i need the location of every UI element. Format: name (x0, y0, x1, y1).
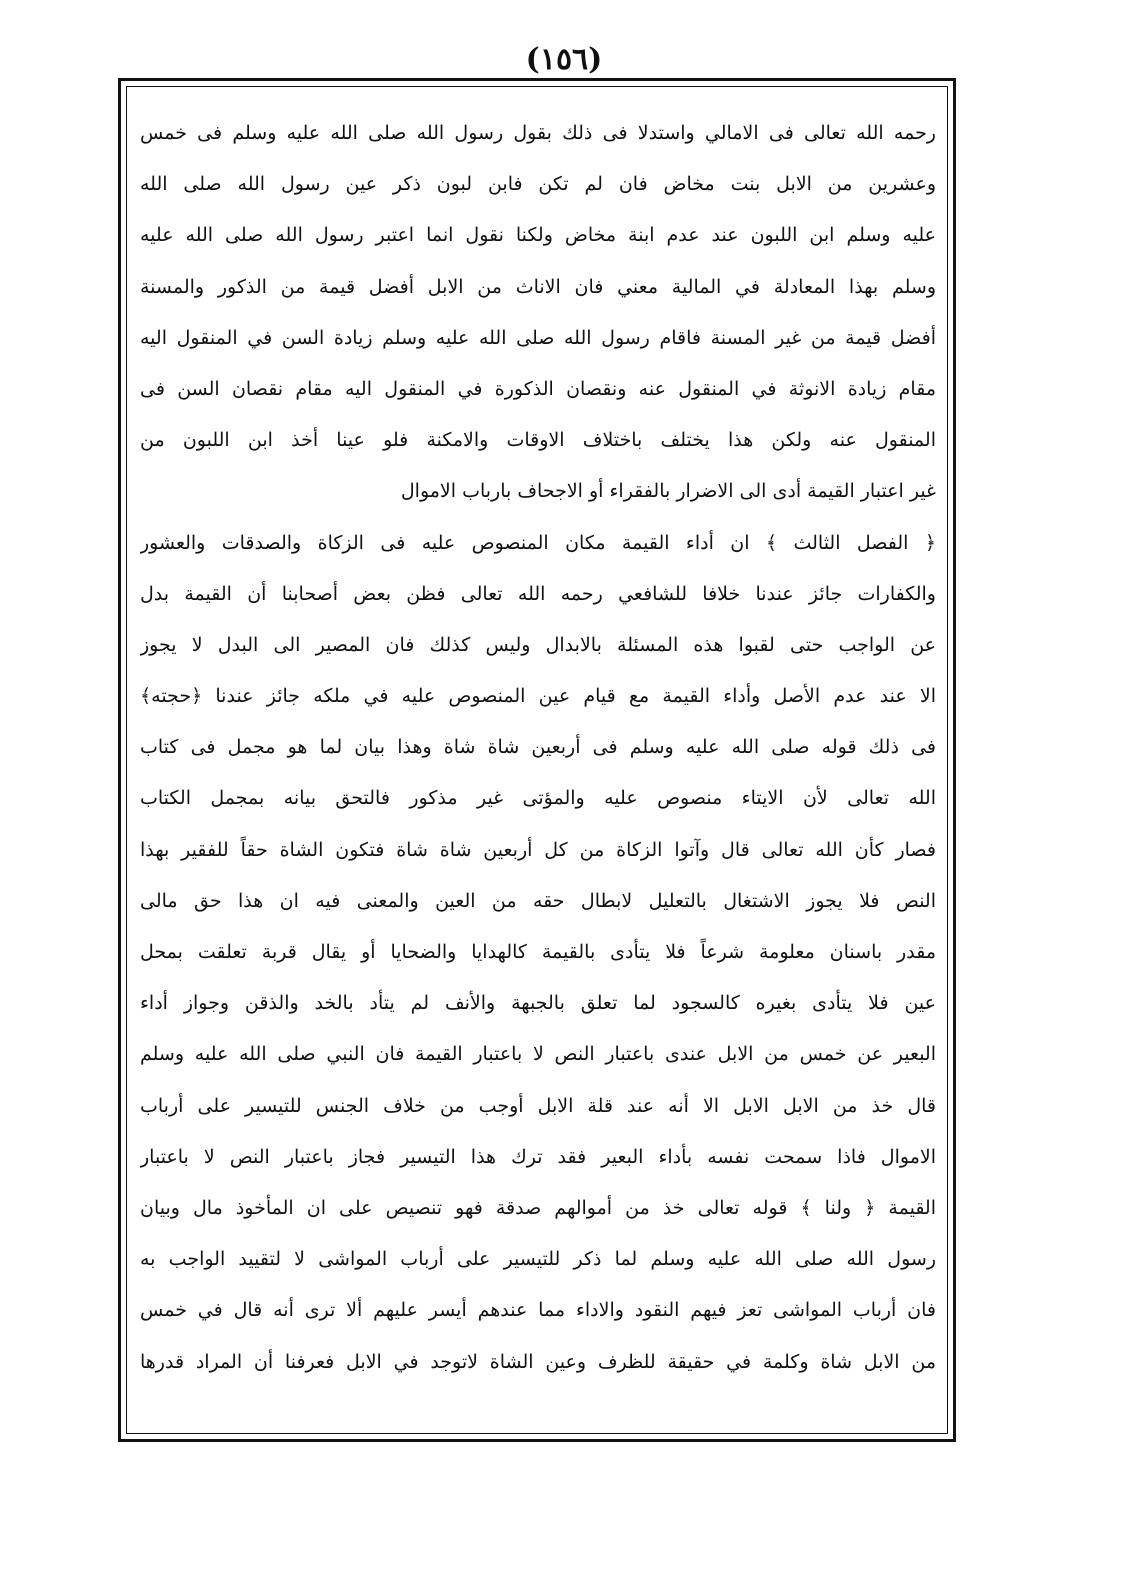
text-line: عن الواجب حتى لقبوا هذه المسئلة بالابدال وليس كذلك فان المصير الى البدل لا يجوز (140, 633, 936, 656)
text-line: عين فلا يتأدى بغيره كالسجود لما تعلق بالجبهة والأنف لم يتأد بالخد والذقن وجواز أداء (140, 992, 936, 1015)
text-line: البعير عن خمس من الابل عندى باعتبار النص لا باعتبار القيمة فان النبي صلى الله عليه وسلم (140, 1043, 936, 1066)
text-line: عليه وسلم ابن اللبون عند عدم ابنة مخاض ولكنا نقول انما اعتبر رسول الله صلى الله عليه (140, 224, 936, 247)
text-line: رحمه الله تعالى فى الامالي واستدلا فى ذلك بقول رسول الله صلى الله عليه وسلم فى خمس (140, 122, 936, 144)
text-line: رسول الله صلى الله عليه وسلم لما ذكر للتيسير على أرباب المواشى لا لتقييد الواجب به (140, 1248, 936, 1271)
text-line: والكفارات جائز عندنا خلافا للشافعي رحمه الله تعالى فظن بعض أصحابنا أن القيمة بدل (140, 582, 936, 605)
text-line: المنقول عنه ولكن هذا يختلف باختلاف الاوقات والامكنة فلو عينا أخذ ابن اللبون من (140, 429, 936, 452)
page-number: (١٥٦) (525, 42, 603, 77)
text-line: الا عند عدم الأصل وأداء القيمة مع قيام عين المنصوص عليه في ملكه جائز عندنا ﴿حجته﴾ (140, 685, 936, 708)
text-line: وسلم بهذا المعادلة في المالية معني فان الاناث من الابل أفضل قيمة من الذكور والمسنة (140, 275, 936, 298)
text-line: أفضل قيمة من غير المسنة فاقام رسول الله صلى الله عليه وسلم زيادة السن في المنقول اليه (140, 326, 936, 349)
text-line: الله تعالى لأن الايتاء منصوص عليه والمؤتى غير مذكور فالتحق بيانه بمجمل الكتاب (140, 787, 936, 810)
text-line: القيمة ﴿ ولنا ﴾ قوله تعالى خذ من أموالهم صدقة فهو تنصيص على ان المأخوذ مال وبيان (140, 1196, 936, 1219)
text-line: مقدر باسنان معلومة شرعاً فلا يتأدى بالقيمة كالهدايا والضحايا أو يقال قربة تعلقت بمحل (140, 941, 936, 963)
text-line: فى ذلك قوله صلى الله عليه وسلم فى أربعين شاة شاة وهذا بيان لما هو مجمل فى كتاب (140, 736, 936, 759)
section-heading-line: ﴿ الفصل الثالث ﴾ ان أداء القيمة مكان المنصوص عليه فى الزكاة والصدقات والعشور (140, 531, 936, 554)
text-line: الاموال فاذا سمحت نفسه بأداء البعير فقد ترك هذا التيسير فجاز باعتبار النص لا باعتبار (140, 1145, 936, 1168)
text-line: قال خذ من الابل الابل الا أنه عند قلة الابل أوجب من خلاف الجنس للتيسير على أرباب (140, 1094, 936, 1117)
text-line: مقام زيادة الانوثة في المنقول عنه ونقصان الذكورة في المنقول اليه مقام نقصان السن فى (140, 377, 936, 400)
text-line: فصار كأن الله تعالى قال وآتوا الزكاة من كل أربعين شاة شاة فتكون الشاة حقاً للفقير بهذا (140, 838, 936, 861)
text-body (140, 108, 936, 1388)
text-line: النص فلا يجوز الاشتغال بالتعليل لابطال حقه من العين والمعنى فيه ان هذا حق مالى (140, 889, 936, 912)
text-line: غير اعتبار القيمة أدى الى الاضرار بالفقراء أو الاجحاف بارباب الاموال (400, 480, 936, 503)
text-line: فان أرباب المواشى تعز فيهم النقود والاداء مما عندهم أيسر عليهم ألا ترى أنه قال في خمس (140, 1299, 936, 1322)
text-line: من الابل شاة وكلمة في حقيقة للظرف وعين الشاة لاتوجد في الابل فعرفنا أن المراد قدرها (140, 1350, 936, 1373)
text-line: وعشرين من الابل بنت مخاض فان لم تكن فابن لبون ذكر عين رسول الله صلى الله (140, 173, 936, 196)
